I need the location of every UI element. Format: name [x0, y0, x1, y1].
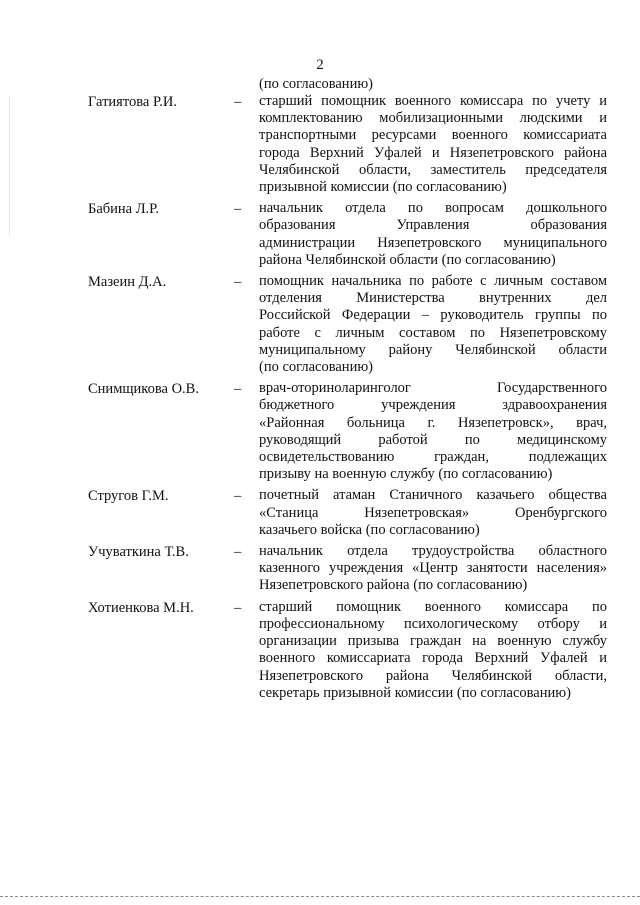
description-line: Челябинской области, заместитель председателя — [259, 161, 607, 178]
member-entry — [0, 200, 640, 269]
description-line: секретарь призывной комиссии (по согласованию) — [259, 684, 571, 701]
description-line: муниципальному району Челябинской области — [259, 341, 607, 358]
member-name: Стругов Г.М. — [88, 488, 169, 505]
description-line: «Районная больница г. Нязепетровск», врач, — [259, 414, 607, 431]
member-entry — [0, 543, 640, 595]
description-line: бюджетного учреждения здравоохранения — [259, 397, 607, 414]
description-line: города Верхний Уфалей и Нязепетровского района — [259, 144, 607, 161]
description-line: администрации Нязепетровского муниципального — [259, 234, 607, 251]
description-line: освидетельствованию граждан, подлежащих — [259, 449, 607, 466]
member-entry — [0, 380, 640, 483]
commission-member-list — [0, 93, 640, 702]
page-bottom-rule — [0, 896, 640, 897]
member-name: Бабина Л.Р. — [88, 201, 160, 218]
member-dash: – — [234, 274, 242, 291]
page-number: 2 — [316, 57, 324, 73]
description-line: транспортными ресурсами военного комиссариата — [259, 127, 607, 144]
description-line: профессиональному психологическому отбору и — [259, 615, 607, 632]
description-line: начальник отдела по вопросам дошкольного — [259, 200, 607, 217]
member-description — [259, 380, 607, 483]
description-line: призыву на военную службу (по согласованию) — [259, 466, 553, 483]
description-line: отделения Министерства внутренних дел — [259, 290, 607, 307]
description-line: казачьего войска (по согласованию) — [259, 521, 480, 538]
member-name: Гатиятова Р.И. — [88, 94, 177, 110]
member-dash: – — [234, 94, 242, 110]
member-description — [259, 543, 607, 595]
description-line: образования Управления образования — [259, 217, 607, 234]
description-line: «Станица Нязепетровская» Оренбургского — [259, 504, 607, 521]
description-line: района Челябинской области (по согласованию) — [259, 251, 556, 268]
member-dash: – — [234, 488, 242, 505]
description-line: Нязепетровского района Челябинской области, — [259, 667, 607, 684]
member-name: Учуваткина Т.В. — [88, 544, 189, 561]
description-line: старший помощник военного комиссара по — [259, 598, 607, 615]
member-description — [259, 93, 607, 196]
continuation-note: (по согласованию) — [259, 76, 373, 92]
member-dash: – — [234, 201, 242, 218]
member-entry — [0, 93, 640, 196]
member-dash: – — [234, 381, 242, 398]
description-line: призывной комиссии (по согласованию) — [259, 179, 507, 196]
member-description — [259, 599, 607, 702]
member-name: Снимщикова О.В. — [88, 381, 199, 398]
member-description — [259, 200, 607, 269]
member-description — [259, 487, 607, 539]
description-line: комплектованию мобилизационными людскими и — [259, 110, 607, 127]
description-line: старший помощник военного комиссара по учету и — [259, 93, 607, 109]
description-line: врач-оториноларинголог Государственного — [259, 380, 607, 397]
description-line: работе с личным составом по Нязепетровскому — [259, 324, 607, 341]
description-line: (по согласованию) — [259, 359, 373, 376]
description-line: помощник начальника по работе с личным составом — [259, 273, 607, 290]
description-line: руководящий работой по медицинскому — [259, 431, 607, 448]
member-name: Мазеин Д.А. — [88, 274, 167, 291]
member-entry — [0, 273, 640, 376]
description-line: казенного учреждения «Центр занятости населения» — [259, 560, 607, 577]
description-line: начальник отдела трудоустройства областного — [259, 543, 607, 560]
member-dash: – — [234, 599, 242, 616]
member-entry — [0, 599, 640, 702]
description-line: организации призыва граждан на военную службу — [259, 633, 607, 650]
member-entry — [0, 487, 640, 539]
description-line: военного комиссариата города Верхний Уфалей и — [259, 650, 607, 667]
member-dash: – — [234, 544, 242, 561]
description-line: Нязепетровского района (по согласованию) — [259, 577, 528, 594]
description-line: почетный атаман Станичного казачьего общества — [259, 487, 607, 504]
member-description — [259, 273, 607, 376]
member-name: Хотиенкова М.Н. — [88, 599, 194, 616]
description-line: Российской Федерации – руководитель группы по — [259, 307, 607, 324]
